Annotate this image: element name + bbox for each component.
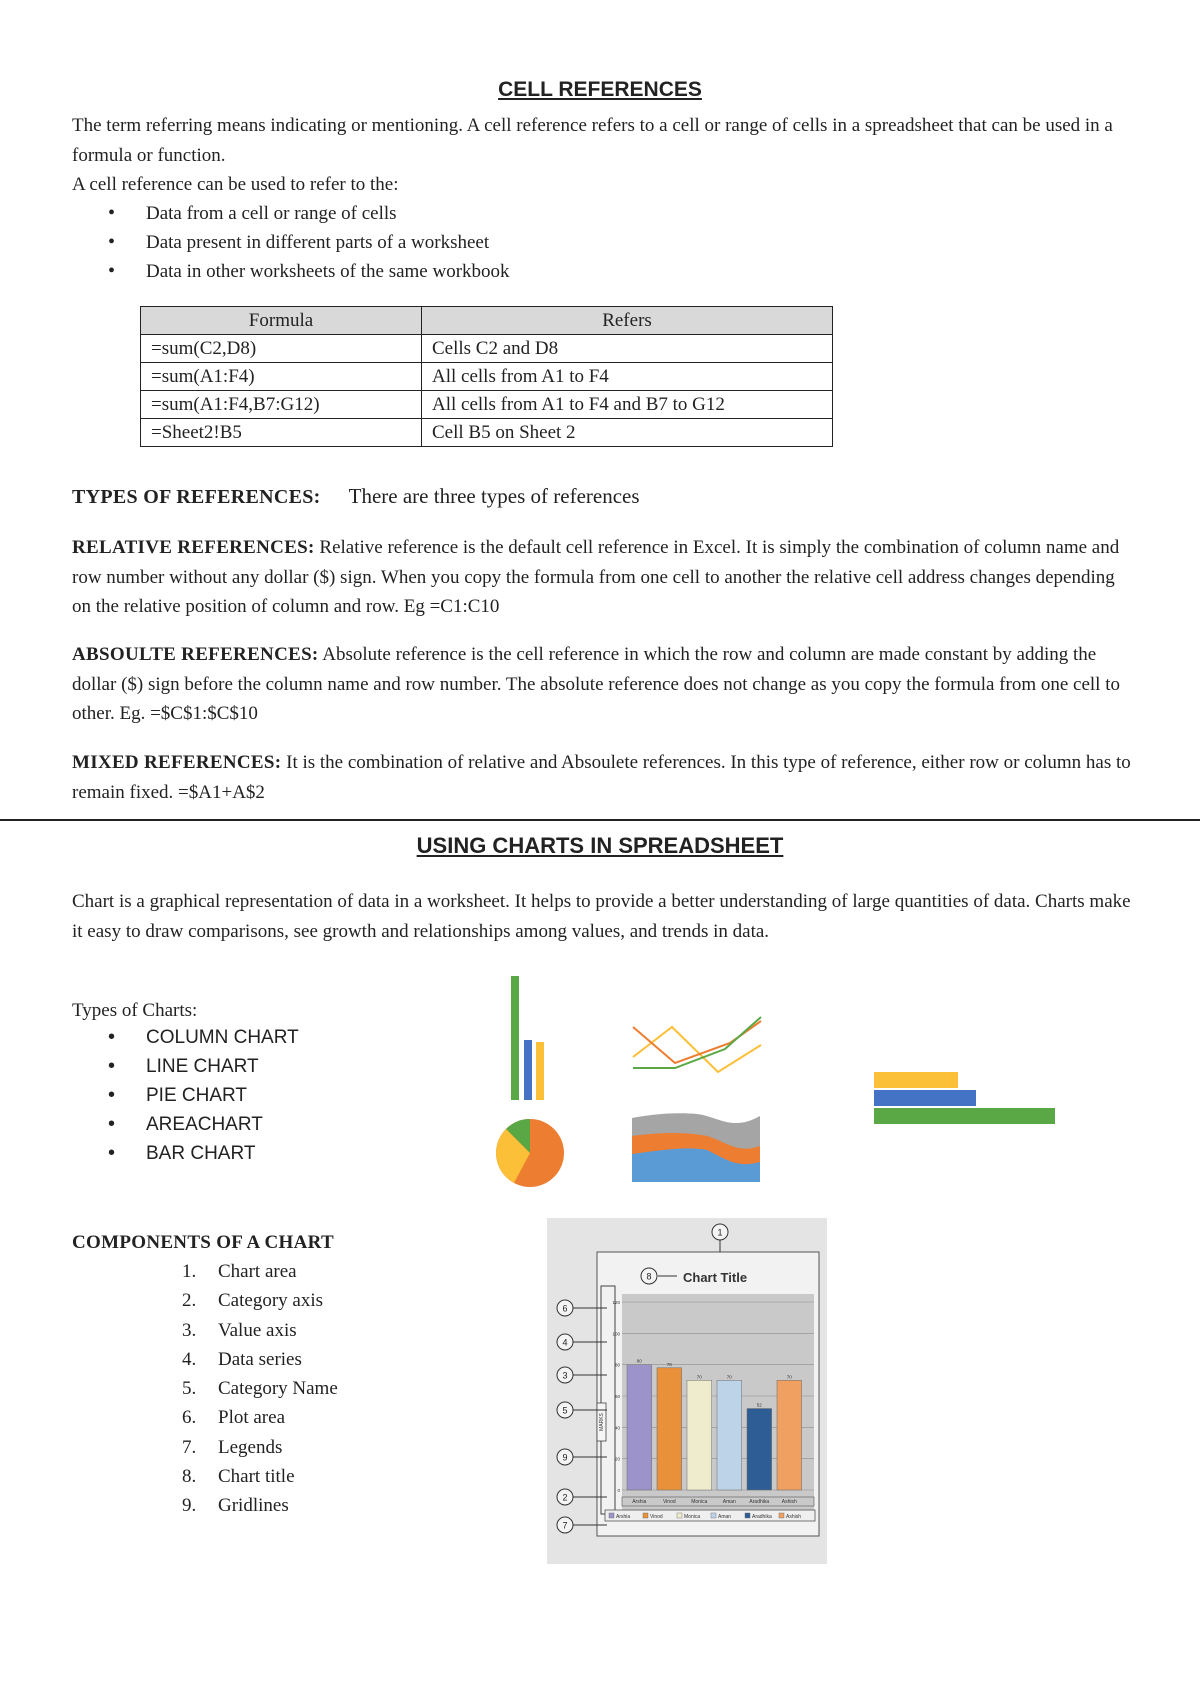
- relative-label: RELATIVE REFERENCES:: [72, 537, 315, 558]
- bar: [627, 1365, 652, 1490]
- relative-text: Relative reference is the default cell reference in Excel. It is simply the combination of column name and row number without any dollar ($) sign. When you copy the formula from one cell to another the relative cell address changes depending on the relative position of column and row. Eg =C1:C10: [72, 537, 1120, 617]
- bar: [777, 1380, 802, 1490]
- types-label: TYPES OF REFERENCES:: [72, 486, 321, 508]
- types-of-references: [72, 482, 1132, 513]
- table-row: [141, 335, 833, 363]
- table-header-refers: Refers: [422, 307, 833, 335]
- absolute-text: Absolute reference is the cell reference in which the row and column are made constant by adding the dollar ($) sign before the column name and row number. The absolute reference does not change as you copy the formula from one cell to other. Eg. =$C$1:$C$10: [72, 644, 1120, 724]
- table-cell: =sum(A1:F4,B7:G12): [141, 391, 422, 419]
- category-label: Vinod: [662, 1499, 676, 1505]
- mixed-text: It is the combination of relative and Absoulete references. In this type of reference, either row or column has to remain fixed. =$A1+A$2: [72, 752, 1131, 803]
- components-heading: COMPONENTS OF A CHART: [72, 1232, 334, 1253]
- callout-number: 8: [646, 1271, 652, 1282]
- data-label: 78: [666, 1361, 672, 1367]
- absolute-references-paragraph: [72, 640, 1132, 729]
- reference-uses-list: [72, 199, 972, 286]
- pie-chart-icon: [494, 1117, 566, 1189]
- table-cell: All cells from A1 to F4 and B7 to G12: [422, 391, 833, 419]
- data-label: 70: [786, 1374, 792, 1380]
- callout-number: 4: [562, 1337, 568, 1348]
- list-item: 9. Gridlines: [182, 1495, 289, 1517]
- list-item: 4. Data series: [182, 1348, 302, 1370]
- callout-number: 3: [562, 1370, 568, 1381]
- legend-entry: Ashish: [786, 1514, 802, 1520]
- tick-label: 100: [612, 1331, 620, 1337]
- table-row: [141, 419, 833, 447]
- page-title-using-charts: USING CHARTS IN SPREADSHEET: [416, 833, 784, 858]
- callout-number: 1: [717, 1227, 723, 1238]
- table-header-formula: Formula: [141, 307, 422, 335]
- section-divider: [0, 819, 1200, 821]
- mixed-references-paragraph: [72, 748, 1132, 807]
- table-cell: All cells from A1 to F4: [422, 363, 833, 391]
- data-label: 80: [636, 1358, 642, 1364]
- axis-title: MARKS: [599, 1413, 605, 1431]
- table-cell: Cell B5 on Sheet 2: [422, 419, 833, 447]
- table-row: [141, 363, 833, 391]
- bar: [687, 1380, 712, 1490]
- legend-entry: Arshia: [616, 1514, 631, 1520]
- chart-types-list: [72, 1023, 472, 1168]
- mixed-label: MIXED REFERENCES:: [72, 752, 282, 773]
- tick-label: 20: [614, 1456, 620, 1462]
- tick-label: 40: [614, 1425, 620, 1431]
- diagram-chart-title: Chart Title: [683, 1270, 748, 1285]
- table-cell: Cells C2 and D8: [422, 335, 833, 363]
- table-header-row: [141, 307, 833, 335]
- bar: [657, 1368, 682, 1490]
- legend-swatch: [677, 1513, 682, 1518]
- list-item: 6. Plot area: [182, 1407, 286, 1429]
- table-row: [141, 391, 833, 419]
- list-item: • COLUMN CHART: [72, 1023, 472, 1052]
- components-list: [182, 1257, 482, 1521]
- category-label: Aman: [722, 1499, 736, 1505]
- list-item: 1. Chart area: [182, 1261, 297, 1282]
- callout-number: 9: [562, 1452, 568, 1463]
- list-item: 8. Chart title: [182, 1466, 295, 1488]
- table-cell: =Sheet2!B5: [141, 419, 422, 447]
- legend-entry: Vinod: [650, 1514, 663, 1520]
- data-label: 70: [726, 1374, 732, 1380]
- table-cell: =sum(A1:F4): [141, 363, 422, 391]
- absolute-label: ABSOULTE REFERENCES:: [72, 644, 319, 665]
- bar: [747, 1409, 772, 1490]
- tick-label: 80: [614, 1362, 620, 1368]
- legend-swatch: [779, 1513, 784, 1518]
- line-chart-icon: [630, 1015, 765, 1075]
- charts-intro-paragraph: Chart is a graphical representation of data in a worksheet. It helps to provide a better understanding of large quantities of data. Charts make it easy to draw comparisons, see growth and relationships among values, and trends in data.: [72, 891, 1131, 942]
- list-item: 2. Category axis: [182, 1290, 324, 1312]
- legend-entry: Aradhika: [752, 1514, 772, 1520]
- area-chart-icon: [632, 1110, 762, 1182]
- legend-entry: Aman: [718, 1514, 732, 1520]
- relative-references-paragraph: [72, 533, 1132, 622]
- category-label: Arshia: [632, 1499, 647, 1505]
- list-item: • Data present in different parts of a worksheet: [72, 228, 972, 257]
- legend-entry: Monica: [684, 1514, 701, 1520]
- list-item: • AREACHART: [72, 1110, 472, 1139]
- bar: [717, 1380, 742, 1490]
- callout-number: 5: [562, 1405, 568, 1416]
- chart-components-diagram: [547, 1218, 827, 1564]
- tick-label: 0: [617, 1488, 620, 1493]
- callout-number: 6: [562, 1303, 568, 1314]
- legend-swatch: [711, 1513, 716, 1518]
- tick-label: 60: [614, 1394, 620, 1399]
- tick-label: 120: [612, 1300, 620, 1305]
- types-of-charts-label: Types of Charts:: [72, 1000, 198, 1021]
- intro-paragraph: The term referring means indicating or mentioning. A cell reference refers to a cell or range of cells in a spreadsheet that can be used in a formula or function.: [72, 115, 1113, 166]
- list-item: • PIE CHART: [72, 1081, 472, 1110]
- column-chart-icon: [505, 974, 550, 1102]
- list-item: 5. Category Name: [182, 1378, 338, 1400]
- legend-swatch: [609, 1513, 614, 1518]
- category-label: Aradhika: [749, 1499, 770, 1505]
- category-label: Monica: [691, 1499, 708, 1505]
- formula-table: [140, 306, 833, 447]
- legend-swatch: [643, 1513, 648, 1518]
- callout-number: 7: [562, 1520, 568, 1531]
- category-label: Ashish: [781, 1499, 797, 1505]
- data-label: 70: [696, 1374, 702, 1380]
- list-item: • BAR CHART: [72, 1139, 472, 1168]
- callout-number: 2: [562, 1492, 568, 1503]
- list-item: 3. Value axis: [182, 1319, 297, 1341]
- types-text: There are three types of references: [348, 484, 640, 508]
- page-title-cell-references: CELL REFERENCES: [498, 78, 702, 101]
- list-item: 7. Legends: [182, 1436, 283, 1458]
- intro-lead: A cell reference can be used to refer to the:: [72, 174, 399, 195]
- data-label: 52: [756, 1402, 762, 1408]
- table-cell: =sum(C2,D8): [141, 335, 422, 363]
- bar-chart-icon: [872, 1070, 1057, 1126]
- list-item: • LINE CHART: [72, 1052, 472, 1081]
- legend-swatch: [745, 1513, 750, 1518]
- list-item: • Data in other worksheets of the same workbook: [72, 257, 972, 286]
- list-item: • Data from a cell or range of cells: [72, 199, 972, 228]
